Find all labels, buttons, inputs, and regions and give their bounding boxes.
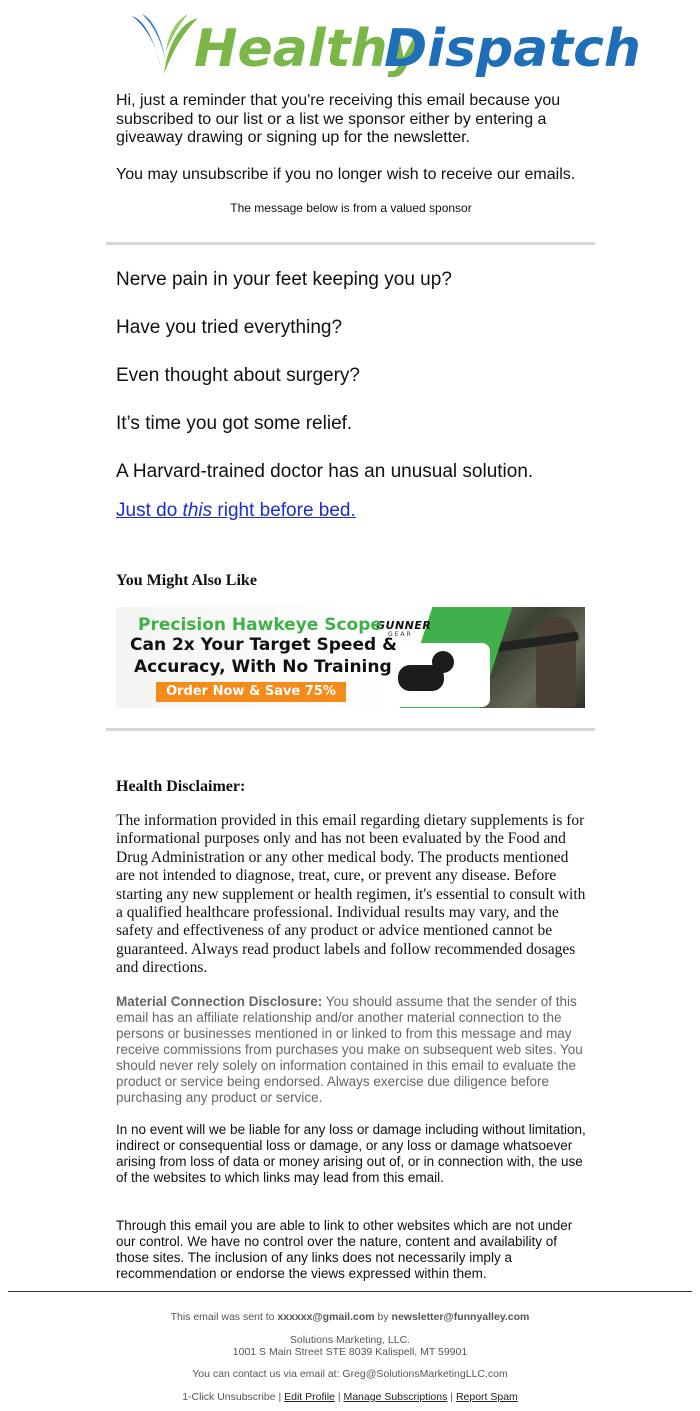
- brand-logo-sub: GEAR: [388, 631, 413, 638]
- separator: |: [447, 1391, 456, 1403]
- sent-mid: by: [374, 1311, 392, 1323]
- logo-word-healthy: Healthy: [194, 19, 422, 79]
- divider: [106, 728, 595, 731]
- mcd-label: Material Connection Disclosure:: [116, 994, 323, 1009]
- manage-subscriptions-link[interactable]: Manage Subscriptions: [343, 1391, 448, 1403]
- company-address: 1001 S Main Street STE 8039 Kalispell, MT 59901: [232, 1346, 468, 1358]
- brand-logo: GUNNER: [376, 619, 432, 632]
- cta-text-after: right before bed.: [212, 500, 356, 521]
- order-now-button[interactable]: Order Now & Save 75%: [156, 682, 346, 702]
- healthy-dispatch-logo[interactable]: [128, 8, 641, 86]
- sponsor-note: The message below is from a valued sponsor: [230, 201, 472, 215]
- report-spam-link[interactable]: Report Spam: [455, 1391, 518, 1403]
- footer-divider: [8, 1291, 692, 1292]
- divider: [106, 242, 595, 245]
- edit-profile-link[interactable]: Edit Profile: [284, 1391, 335, 1403]
- mcd-text: You should assume that the sender of this email has an affiliate relationship and/or another material connection to the persons or businesses mentioned in or linked to from this message and may receive commissions from purchases you make on subsequent web sites. You should never rely solely on information contained in this email to evaluate the product or service being endorsed. Always exercise due diligence before purchasing any product or service.: [116, 994, 583, 1105]
- unsubscribe-note: You may unsubscribe if you no longer wish to receive our emails.: [116, 166, 576, 183]
- health-disclaimer-body: The information provided in this email regarding dietary supplements is for informational purposes only and has not been evaluated by the Food and Drug Administration or any other medical body. The products mentioned are not intended to diagnose, treat, cure, or prevent any disease. Before starting any new supplement or health regimen, it's essential to consult with a qualified healthcare professional. Individual results may vary, and the safety and effectiveness of any product or advice mentioned cannot be guaranteed. Always read product labels and follow recommended dosages and directions.: [116, 812, 586, 977]
- external-links-notice: Through this email you are able to link to other websites which are not under our control. We have no control over the nature, content and availability of those sites. The inclusion of any links does not necessarily imply a recommendation or endorse the views expressed within them.: [116, 1218, 573, 1281]
- banner-headline: Precision Hawkeye Scope: [138, 615, 382, 635]
- scope-lens-icon: [432, 651, 454, 673]
- message-line-2: Have you tried everything?: [116, 317, 343, 338]
- cta-text-emphasis: this: [182, 500, 213, 521]
- footer-links: [0, 1391, 700, 1403]
- banner-line-3: Accuracy, With No Training: [134, 657, 392, 677]
- recipient-email: xxxxxx@gmail.com: [277, 1311, 375, 1323]
- material-connection-disclosure: [116, 994, 586, 1106]
- scope-ad-banner[interactable]: [116, 607, 585, 708]
- message-line-5: A Harvard-trained doctor has an unusual solution.: [116, 461, 534, 482]
- cta-text-before: Just do: [116, 500, 183, 521]
- also-like-heading: You Might Also Like: [116, 572, 257, 589]
- company-name: Solutions Marketing, LLC.: [289, 1334, 411, 1346]
- banner-line-2: Can 2x Your Target Speed &: [130, 635, 397, 655]
- message-line-3: Even thought about surgery?: [116, 365, 361, 386]
- separator: |: [275, 1391, 285, 1403]
- sender-email: newsletter@funnyalley.com: [391, 1311, 530, 1323]
- logo-word-dispatch: Dispatch: [384, 19, 641, 79]
- health-disclaimer-title: Health Disclaimer:: [116, 778, 246, 795]
- message-line-1: Nerve pain in your feet keeping you up?: [116, 269, 452, 290]
- cta-link[interactable]: [116, 500, 356, 522]
- sent-prefix: This email was sent to: [170, 1311, 278, 1323]
- shooter-figure: [536, 617, 576, 707]
- leaf-v-icon: [128, 12, 202, 78]
- message-line-4: It’s time you got some relief.: [116, 413, 353, 434]
- liability-notice: In no event will we be liable for any loss or damage including without limitation, indirect or consequential loss or damage, or any loss or damage whatsoever arising from loss of data or money arising out of, or in connection with, the use of the websites to which links may lead from this email.: [116, 1122, 586, 1185]
- subscription-reminder: Hi, just a reminder that you're receiving this email because you subscribed to our list or a list we sponsor either by entering a giveaway drawing or signing up for the newsletter.: [116, 92, 561, 146]
- sent-to-line: [0, 1311, 700, 1323]
- separator: |: [334, 1391, 344, 1403]
- one-click-unsubscribe[interactable]: 1-Click Unsubscribe: [182, 1391, 276, 1403]
- contact-line: You can contact us via email at: Greg@SolutionsMarketingLLC.com: [192, 1368, 508, 1380]
